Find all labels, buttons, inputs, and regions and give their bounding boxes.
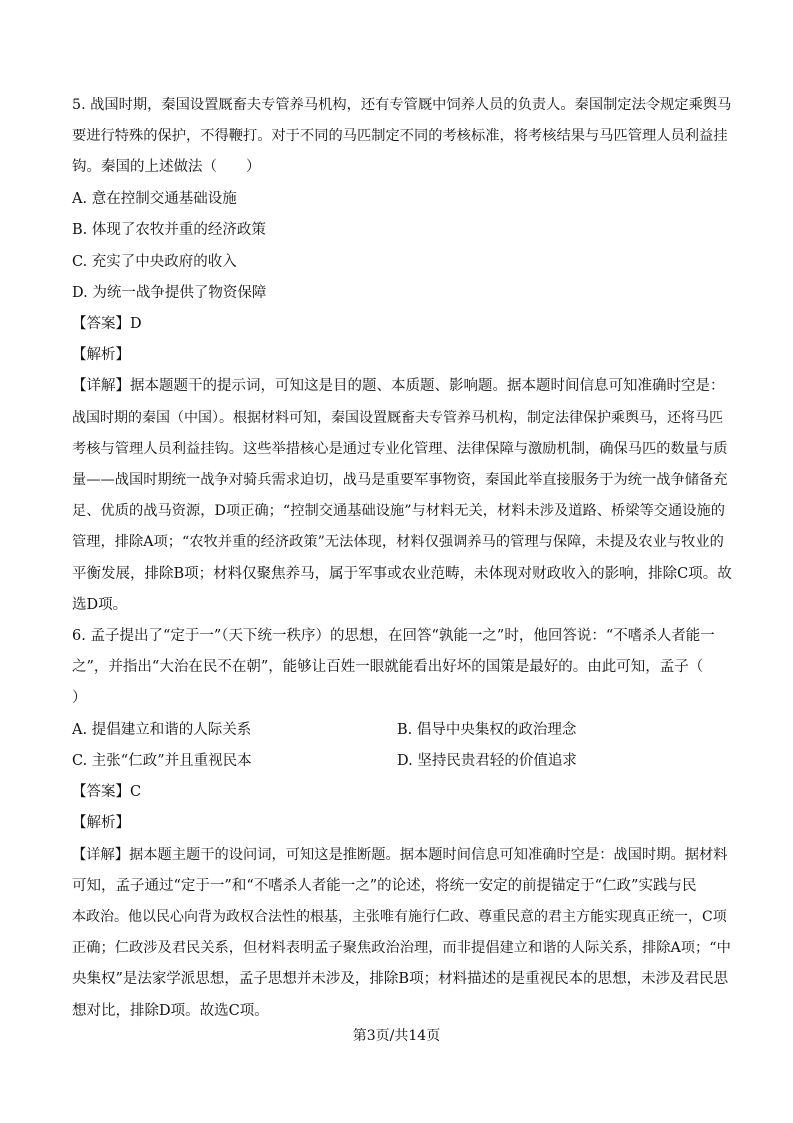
q5-detail-line: 战国时期的秦国（中国）。根据材料可知，秦国设置厩畜夫专管养马机构，制定法律保护乘舆马，还将马匹 — [72, 410, 723, 426]
q5-detail-line: 【详解】据本题题干的提示词，可知这是目的题、本质题、影响题。据本题时间信息可知准确时空是： — [72, 378, 725, 394]
q6-detail-line: 央集权”是法家学派思想，孟子思想并未涉及，排除B项；材料描述的是重视民本的思想，未涉及君民思 — [72, 971, 729, 987]
q5-detail-line: 量——战国时期统一战争对骑兵需求迫切，战马是重要军事物资，秦国此举直接服务于为统一战争储备充 — [72, 472, 728, 488]
q6-option-d: D. 坚持民贵君轻的价值追求 — [397, 753, 577, 769]
q6-detail-line: 本政治。他以民心向背为政权合法性的根基，主张唯有施行仁政、尊重民意的君主方能实现真正统一，C项 — [72, 909, 727, 925]
q6-option-a: A. 提倡建立和谐的人际关系 — [72, 722, 252, 738]
q5-option-a: A. 意在控制交通基础设施 — [72, 191, 237, 207]
q6-detail-line: 【详解】据本题主题干的设问词，可知这是推断题。据本题时间信息可知准确时空是：战国时期。据材料 — [72, 847, 728, 863]
q6-detail-line: 想对比，排除D项。故选C项。 — [72, 1003, 269, 1019]
q6-stem-line: 6. 孟子提出了“定于一”（天下统一秩序）的思想，在回答“孰能一之”时，他回答说：“不嗜杀人者能一 — [72, 628, 715, 644]
q6-option-c: C. 主张“仁政”并且重视民本 — [72, 753, 252, 769]
q5-detail-line: 足、优质的战马资源，D项正确；“控制交通基础设施”与材料无关，材料未涉及道路、桥梁等交通设施的 — [72, 503, 725, 519]
q6-analysis-label: 【解析】 — [72, 815, 130, 831]
q6-stem-line: 之”，并指出“大治在民不在朝”，能够让百姓一眼就能看出好坏的国策是最好的。由此可知，孟子（ — [72, 659, 704, 675]
q5-stem-line: 钩。秦国的上述做法（ ） — [72, 159, 261, 175]
q5-option-b: B. 体现了农牧并重的经济政策 — [72, 222, 266, 238]
q5-detail-line: 选D项。 — [72, 597, 128, 613]
q5-stem-line: 5. 战国时期，秦国设置厩畜夫专管养马机构，还有专管厩中饲养人员的负责人。秦国制定法令规定乘舆马 — [72, 97, 732, 113]
page-number-footer: 第3页/共14页 — [352, 1028, 441, 1044]
q5-analysis-label: 【解析】 — [72, 347, 130, 363]
q6-stem-line: ） — [72, 690, 87, 706]
q5-detail-line: 考核与管理人员利益挂钩。这些举措核心是通过专业化管理、法律保障与激励机制，确保马匹的数量与质 — [72, 441, 728, 457]
q5-stem-line: 要进行特殊的保护，不得鞭打。对于不同的马匹制定不同的考核标准，将考核结果与马匹管理人员利益挂 — [72, 128, 728, 144]
q5-detail-line: 管理，排除A项；“农牧并重的经济政策”无法体现，材料仅强调养马的管理与保障，未提及农业与牧业的 — [72, 534, 724, 550]
q5-detail-line: 平衡发展，排除B项；材料仅聚焦养马，属于军事或农业范畴，未体现对财政收入的影响，排除C项。故 — [72, 566, 732, 582]
q6-option-b: B. 倡导中央集权的政治理念 — [397, 722, 577, 738]
q5-answer: 【答案】D — [72, 316, 142, 332]
q6-detail-line: 可知，孟子通过“定于一”和“不嗜杀人者能一之”的论述，将统一安定的前提锚定于“仁政”实践与民 — [72, 878, 697, 894]
q6-detail-line: 正确；仁政涉及君民关系，但材料表明孟子聚焦政治治理，而非提倡建立和谐的人际关系，排除A项；“中 — [72, 940, 731, 956]
q5-option-d: D. 为统一战争提供了物资保障 — [72, 285, 267, 301]
q6-answer: 【答案】C — [72, 784, 142, 800]
q5-option-c: C. 充实了中央政府的收入 — [72, 254, 237, 270]
